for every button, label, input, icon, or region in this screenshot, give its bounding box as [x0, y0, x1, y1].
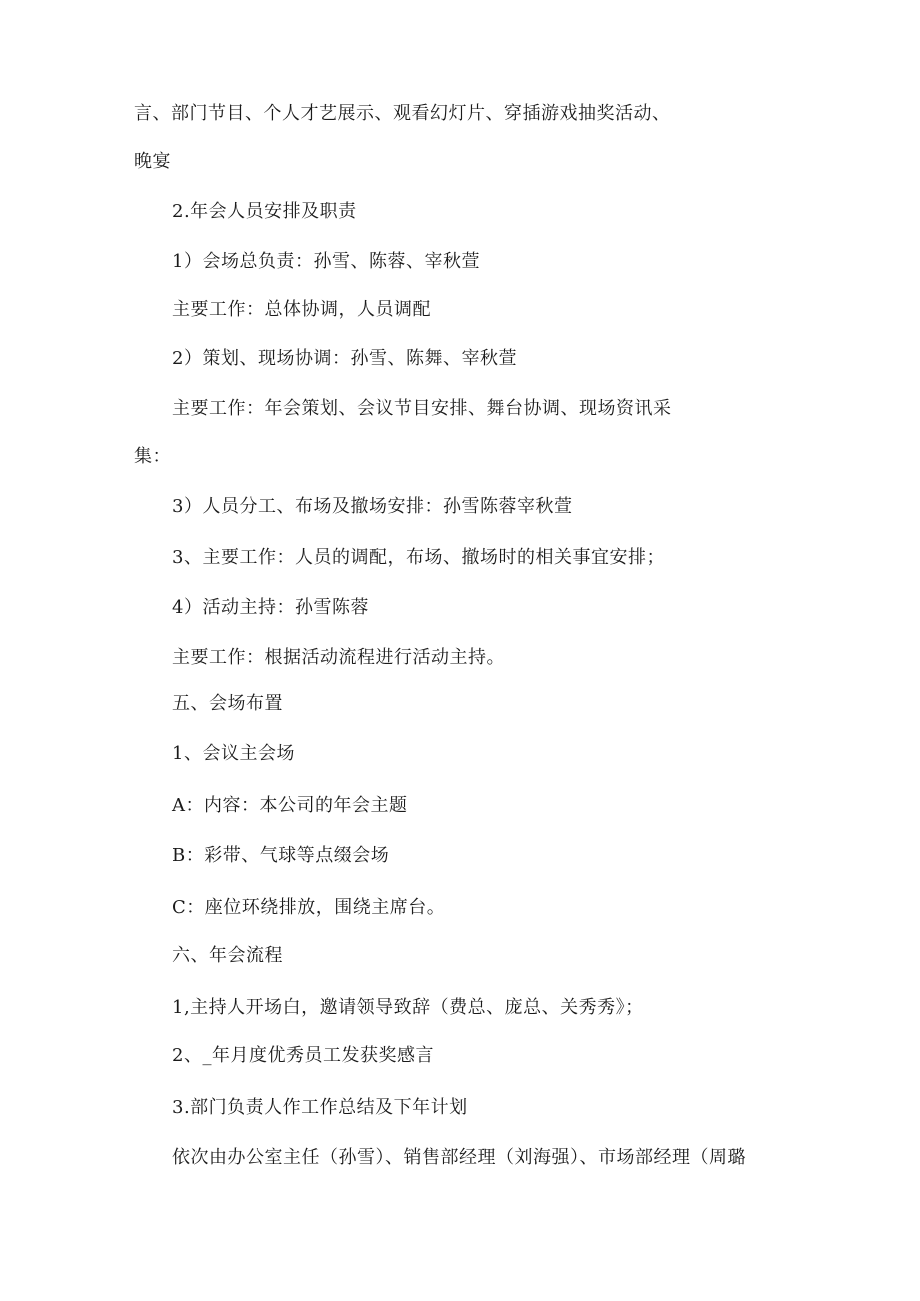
section-heading: 2.年会人员安排及职责: [172, 201, 357, 222]
list-item: 3）人员分工、布场及撤场安排：孙雪陈蓉宰秋萱: [172, 496, 573, 517]
paragraph-line: 3、主要工作：人员的调配，布场、撤场时的相关事宜安排；: [172, 547, 665, 568]
list-item: B：彩带、气球等点缀会场: [172, 845, 390, 866]
list-item: 1,主持人开场白，邀请领导致辞（费总、庞总、关秀秀》；: [172, 997, 644, 1018]
section-heading: 六、年会流程: [172, 945, 283, 966]
paragraph-line: 言、部门节目、个人才艺展示、观看幻灯片、穿插游戏抽奖活动、: [134, 103, 671, 124]
list-item: A：内容：本公司的年会主题: [172, 795, 408, 816]
paragraph-line: 主要工作：根据活动流程进行活动主持。: [172, 647, 505, 668]
paragraph-line: 主要工作：总体协调，人员调配: [172, 299, 431, 320]
paragraph-line: 集：: [134, 446, 171, 467]
paragraph-line: 主要工作：年会策划、会议节目安排、舞台协调、现场资讯采: [172, 398, 672, 419]
list-item: 4）活动主持：孙雪陈蓉: [172, 597, 369, 618]
list-item: 1）会场总负责：孙雪、陈蓉、宰秋萱: [172, 251, 480, 272]
paragraph-line: 晚宴: [134, 151, 171, 172]
list-item: C：座位环绕排放，围绕主席台。: [172, 897, 446, 918]
list-item: 2）策划、现场协调：孙雪、陈舞、宰秋萱: [172, 348, 517, 369]
list-item: 2、_年月度优秀员工发获奖感言: [172, 1045, 434, 1066]
section-heading: 五、会场布置: [172, 693, 283, 714]
list-item: 3.部门负责人作工作总结及下年计划: [172, 1097, 468, 1118]
subsection-heading: 1、会议主会场: [172, 743, 295, 764]
paragraph-line: 依次由办公室主任（孙雪）、销售部经理（刘海强）、市场部经理（周璐: [172, 1147, 746, 1168]
